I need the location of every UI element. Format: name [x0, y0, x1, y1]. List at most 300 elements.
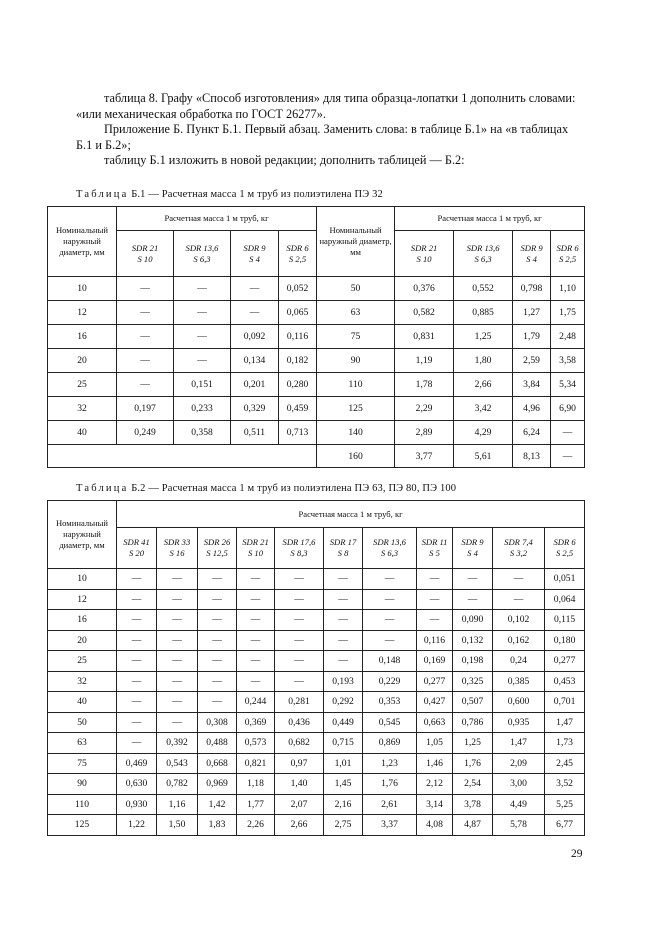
- mass-cell: 2,07: [275, 794, 324, 815]
- mass-cell: —: [551, 445, 585, 468]
- mass-cell: 2,26: [237, 815, 275, 836]
- mass-cell: —: [174, 301, 231, 325]
- s-label: S 5: [429, 548, 440, 558]
- mass-cell: —: [117, 277, 174, 301]
- diameter-cell: 20: [48, 349, 117, 373]
- table1-col-header: SDR 6 S 2,5: [279, 231, 317, 277]
- mass-cell: —: [198, 651, 237, 672]
- mass-cell: —: [174, 277, 231, 301]
- s-label: S 2,5: [555, 548, 574, 558]
- mass-cell: 1,01: [324, 753, 363, 774]
- sdr-label: SDR 21: [242, 537, 269, 547]
- mass-cell: 5,34: [551, 373, 585, 397]
- sdr-label: SDR 11: [421, 537, 448, 547]
- mass-cell: 5,78: [493, 815, 545, 836]
- diameter-cell: 32: [48, 671, 117, 692]
- table2-col-header: [363, 528, 417, 569]
- mass-cell: —: [117, 671, 157, 692]
- mass-cell: 3,58: [551, 349, 585, 373]
- mass-cell: 6,24: [513, 421, 551, 445]
- mass-cell: 0,885: [454, 301, 513, 325]
- mass-cell: 3,52: [545, 774, 585, 795]
- mass-cell: 0,469: [117, 753, 157, 774]
- mass-cell: 4,49: [493, 794, 545, 815]
- mass-cell: 0,392: [157, 733, 198, 754]
- mass-cell: —: [275, 569, 324, 590]
- diameter-cell: 12: [48, 589, 117, 610]
- mass-cell: 0,193: [324, 671, 363, 692]
- mass-cell: 0,065: [279, 301, 317, 325]
- mass-cell: 5,25: [545, 794, 585, 815]
- mass-cell: 0,353: [363, 692, 417, 713]
- mass-cell: —: [417, 569, 453, 590]
- mass-cell: 0,116: [417, 630, 453, 651]
- mass-cell: —: [275, 630, 324, 651]
- mass-cell: 1,18: [237, 774, 275, 795]
- mass-cell: —: [237, 671, 275, 692]
- table2-diam-header: Номинальный наружный диаметр, мм: [48, 501, 117, 569]
- table-b1: [47, 206, 585, 468]
- mass-cell: 0,507: [453, 692, 493, 713]
- mass-cell: 0,545: [363, 712, 417, 733]
- mass-cell: —: [117, 349, 174, 373]
- diameter-cell: 40: [48, 692, 117, 713]
- mass-cell: 2,89: [395, 421, 454, 445]
- table-row: [48, 325, 585, 349]
- mass-cell: —: [231, 301, 279, 325]
- table2-caption: [76, 483, 456, 494]
- mass-cell: 5,61: [454, 445, 513, 468]
- table2-caption-text: Б.2 — Расчетная масса 1 м труб из полиэтилена ПЭ 63, ПЭ 80, ПЭ 100: [131, 483, 457, 494]
- intro-paragraph-2: Приложение Б. Пункт Б.1. Первый абзац. Заменить слова: в таблице Б.1» на «в таблицах Б.1 и Б.2»;: [76, 122, 569, 152]
- mass-cell: —: [117, 373, 174, 397]
- mass-cell: 2,48: [551, 325, 585, 349]
- mass-cell: —: [417, 589, 453, 610]
- mass-cell: 3,42: [454, 397, 513, 421]
- diameter-cell: 90: [317, 349, 395, 373]
- mass-cell: 2,09: [493, 753, 545, 774]
- table2-col-header: [493, 528, 545, 569]
- table1-col-header: SDR 9 S 4: [513, 231, 551, 277]
- mass-cell: 1,76: [363, 774, 417, 795]
- diameter-cell: 110: [317, 373, 395, 397]
- mass-cell: 1,47: [545, 712, 585, 733]
- mass-cell: —: [157, 589, 198, 610]
- mass-cell: 2,45: [545, 753, 585, 774]
- table1-col-header: SDR 21 S 10: [395, 231, 454, 277]
- table2-col-header: [417, 528, 453, 569]
- mass-cell: 1,40: [275, 774, 324, 795]
- mass-cell: 0,090: [453, 610, 493, 631]
- mass-cell: 0,511: [231, 421, 279, 445]
- mass-cell: 0,325: [453, 671, 493, 692]
- table1-caption: [76, 189, 383, 200]
- mass-cell: —: [174, 325, 231, 349]
- mass-cell: —: [363, 610, 417, 631]
- mass-cell: 1,22: [117, 815, 157, 836]
- sdr-label: SDR 7,4: [504, 537, 533, 547]
- mass-cell: 2,29: [395, 397, 454, 421]
- mass-cell: —: [275, 610, 324, 631]
- mass-cell: 3,84: [513, 373, 551, 397]
- mass-cell: 0,453: [545, 671, 585, 692]
- sdr-label: SDR 13,6: [373, 537, 406, 547]
- mass-cell: 8,13: [513, 445, 551, 468]
- mass-cell: 0,600: [493, 692, 545, 713]
- mass-cell: 4,87: [453, 815, 493, 836]
- table1-caption-word: Таблица: [76, 189, 129, 200]
- table-row: [48, 445, 585, 468]
- diameter-cell: 25: [48, 373, 117, 397]
- mass-cell: 0,182: [279, 349, 317, 373]
- mass-cell: —: [453, 569, 493, 590]
- mass-cell: —: [117, 589, 157, 610]
- mass-cell: —: [363, 569, 417, 590]
- mass-cell: 0,277: [417, 671, 453, 692]
- table2-col-header: [275, 528, 324, 569]
- sdr-label: SDR 17: [329, 537, 357, 547]
- s-label: S 6,3: [380, 548, 399, 558]
- mass-cell: —: [237, 651, 275, 672]
- mass-cell: 0,280: [279, 373, 317, 397]
- mass-cell: 0,701: [545, 692, 585, 713]
- mass-cell: —: [237, 630, 275, 651]
- mass-cell: 0,369: [237, 712, 275, 733]
- mass-cell: —: [324, 569, 363, 590]
- empty-cell: [48, 445, 317, 468]
- mass-cell: 2,12: [417, 774, 453, 795]
- mass-cell: 1,76: [453, 753, 493, 774]
- mass-cell: 0,821: [237, 753, 275, 774]
- s-label: S 4: [467, 548, 478, 558]
- table2-col-header: [157, 528, 198, 569]
- mass-cell: —: [275, 589, 324, 610]
- mass-cell: 2,61: [363, 794, 417, 815]
- mass-cell: —: [117, 712, 157, 733]
- mass-cell: 1,50: [157, 815, 198, 836]
- mass-cell: 0,552: [454, 277, 513, 301]
- mass-cell: —: [231, 277, 279, 301]
- mass-cell: —: [324, 630, 363, 651]
- table2-col-header: [545, 528, 585, 569]
- mass-cell: —: [117, 610, 157, 631]
- diameter-cell: 50: [317, 277, 395, 301]
- mass-cell: 0,663: [417, 712, 453, 733]
- mass-cell: 1,46: [417, 753, 453, 774]
- s-label: S 8: [337, 548, 349, 558]
- mass-cell: 0,376: [395, 277, 454, 301]
- mass-cell: 0,064: [545, 589, 585, 610]
- s-label: S 12,5: [206, 548, 228, 558]
- table1-diam-header: Номинальный наружный диаметр, мм: [48, 207, 117, 277]
- mass-cell: 2,66: [454, 373, 513, 397]
- mass-cell: 0,281: [275, 692, 324, 713]
- mass-cell: 2,75: [324, 815, 363, 836]
- diameter-cell: 10: [48, 277, 117, 301]
- mass-cell: —: [157, 569, 198, 590]
- s-label: S 8,3: [290, 548, 308, 558]
- table2-col-header: [237, 528, 275, 569]
- mass-cell: —: [174, 349, 231, 373]
- table-row: [48, 651, 585, 672]
- mass-cell: —: [237, 569, 275, 590]
- mass-cell: 2,66: [275, 815, 324, 836]
- mass-cell: —: [198, 671, 237, 692]
- table-row: [48, 774, 585, 795]
- mass-cell: 0,97: [275, 753, 324, 774]
- mass-cell: —: [198, 630, 237, 651]
- table2-sdr-header-row: [48, 528, 585, 569]
- mass-cell: —: [157, 671, 198, 692]
- mass-cell: 4,29: [454, 421, 513, 445]
- mass-cell: 1,25: [454, 325, 513, 349]
- sdr-label: SDR 9: [461, 537, 484, 547]
- mass-cell: 0,249: [117, 421, 174, 445]
- mass-cell: 2,54: [453, 774, 493, 795]
- mass-cell: —: [157, 630, 198, 651]
- mass-cell: —: [363, 630, 417, 651]
- diameter-cell: 63: [48, 733, 117, 754]
- mass-cell: —: [117, 651, 157, 672]
- table-row: [48, 692, 585, 713]
- intro-paragraph-1: таблица 8. Графу «Способ изготовления» для типа образца-лопатки 1 дополнить словами: «или механическая обработка по ГОСТ 26277».: [76, 91, 576, 121]
- mass-cell: 2,59: [513, 349, 551, 373]
- mass-cell: 0,459: [279, 397, 317, 421]
- mass-cell: 0,358: [174, 421, 231, 445]
- mass-cell: —: [157, 712, 198, 733]
- mass-cell: 0,292: [324, 692, 363, 713]
- table-row: [48, 671, 585, 692]
- mass-cell: 0,102: [493, 610, 545, 631]
- table1-diam-header-right: Номинальный наружный диаметр, мм: [317, 207, 395, 277]
- table-b2: [47, 500, 585, 836]
- table2-col-header: [198, 528, 237, 569]
- table-row: [48, 373, 585, 397]
- table-row: [48, 397, 585, 421]
- mass-cell: 0,115: [545, 610, 585, 631]
- mass-cell: 1,27: [513, 301, 551, 325]
- table1-body: [48, 277, 585, 468]
- mass-cell: 3,77: [395, 445, 454, 468]
- intro-paragraph-3: таблицу Б.1 изложить в новой редакции; дополнить таблицей — Б.2:: [104, 153, 465, 167]
- mass-cell: —: [157, 651, 198, 672]
- mass-cell: 0,573: [237, 733, 275, 754]
- table-row: [48, 794, 585, 815]
- mass-cell: —: [417, 610, 453, 631]
- diameter-cell: 140: [317, 421, 395, 445]
- diameter-cell: 90: [48, 774, 117, 795]
- mass-cell: 3,00: [493, 774, 545, 795]
- mass-cell: 0,329: [231, 397, 279, 421]
- mass-cell: —: [198, 589, 237, 610]
- sdr-label: SDR 26: [203, 537, 231, 547]
- mass-cell: —: [453, 589, 493, 610]
- mass-cell: 0,385: [493, 671, 545, 692]
- mass-cell: 0,449: [324, 712, 363, 733]
- mass-cell: 0,244: [237, 692, 275, 713]
- mass-cell: 0,229: [363, 671, 417, 692]
- mass-cell: 3,14: [417, 794, 453, 815]
- mass-cell: 1,10: [551, 277, 585, 301]
- mass-cell: 1,45: [324, 774, 363, 795]
- mass-cell: 3,37: [363, 815, 417, 836]
- table-row: [48, 712, 585, 733]
- mass-cell: 1,16: [157, 794, 198, 815]
- mass-cell: —: [237, 589, 275, 610]
- mass-cell: 0,180: [545, 630, 585, 651]
- mass-cell: 2,16: [324, 794, 363, 815]
- table1-col-header: SDR 21 S 10: [117, 231, 174, 277]
- mass-cell: 0,277: [545, 651, 585, 672]
- diameter-cell: 63: [317, 301, 395, 325]
- table2-mass-header: Расчетная масса 1 м труб, кг: [117, 501, 585, 528]
- mass-cell: —: [198, 569, 237, 590]
- table-row: [48, 421, 585, 445]
- diameter-cell: 16: [48, 325, 117, 349]
- mass-cell: 0,488: [198, 733, 237, 754]
- mass-cell: 1,79: [513, 325, 551, 349]
- mass-cell: 0,169: [417, 651, 453, 672]
- diameter-cell: 40: [48, 421, 117, 445]
- table-row: [48, 569, 585, 590]
- mass-cell: 0,201: [231, 373, 279, 397]
- diameter-cell: 110: [48, 794, 117, 815]
- sdr-label: SDR 6: [553, 537, 576, 547]
- table1-col-header: SDR 13,6 S 6,3: [174, 231, 231, 277]
- mass-cell: 0,052: [279, 277, 317, 301]
- mass-cell: —: [275, 671, 324, 692]
- table-row: [48, 630, 585, 651]
- mass-cell: —: [551, 421, 585, 445]
- mass-cell: 0,713: [279, 421, 317, 445]
- table-row: [48, 610, 585, 631]
- mass-cell: 3,78: [453, 794, 493, 815]
- mass-cell: 0,197: [117, 397, 174, 421]
- mass-cell: —: [198, 610, 237, 631]
- mass-cell: 0,051: [545, 569, 585, 590]
- mass-cell: 4,08: [417, 815, 453, 836]
- mass-cell: 0,969: [198, 774, 237, 795]
- mass-cell: 0,786: [453, 712, 493, 733]
- mass-cell: 1,78: [395, 373, 454, 397]
- table1-col-header: SDR 9 S 4: [231, 231, 279, 277]
- mass-cell: —: [198, 692, 237, 713]
- table2-caption-word: Таблица: [76, 483, 129, 494]
- mass-cell: —: [493, 589, 545, 610]
- mass-cell: 0,682: [275, 733, 324, 754]
- table-row: [48, 733, 585, 754]
- mass-cell: 0,782: [157, 774, 198, 795]
- mass-cell: 0,869: [363, 733, 417, 754]
- table1-mass-header: Расчетная масса 1 м труб, кг: [117, 207, 317, 231]
- mass-cell: 6,90: [551, 397, 585, 421]
- sdr-label: SDR 41: [123, 537, 150, 547]
- table1-col-header: SDR 13,6 S 6,3: [454, 231, 513, 277]
- mass-cell: 0,630: [117, 774, 157, 795]
- mass-cell: 0,151: [174, 373, 231, 397]
- mass-cell: 0,436: [275, 712, 324, 733]
- mass-cell: 1,25: [453, 733, 493, 754]
- table1-mass-header-right: Расчетная масса 1 м труб, кг: [395, 207, 585, 231]
- table2-col-header: [453, 528, 493, 569]
- page-number: 29: [571, 848, 583, 860]
- mass-cell: 1,83: [198, 815, 237, 836]
- diameter-cell: 16: [48, 610, 117, 631]
- mass-cell: 0,132: [453, 630, 493, 651]
- mass-cell: 0,543: [157, 753, 198, 774]
- mass-cell: 0,582: [395, 301, 454, 325]
- table-row: [48, 349, 585, 373]
- mass-cell: 4,96: [513, 397, 551, 421]
- mass-cell: 0,668: [198, 753, 237, 774]
- mass-cell: —: [237, 610, 275, 631]
- mass-cell: 0,233: [174, 397, 231, 421]
- mass-cell: —: [117, 325, 174, 349]
- table1-col-header: SDR 6 S 2,5: [551, 231, 585, 277]
- mass-cell: —: [275, 651, 324, 672]
- mass-cell: —: [324, 589, 363, 610]
- mass-cell: 0,715: [324, 733, 363, 754]
- mass-cell: —: [117, 569, 157, 590]
- mass-cell: 6,77: [545, 815, 585, 836]
- mass-cell: 0,427: [417, 692, 453, 713]
- mass-cell: —: [117, 301, 174, 325]
- diameter-cell: 75: [317, 325, 395, 349]
- table-row: [48, 301, 585, 325]
- mass-cell: 0,198: [453, 651, 493, 672]
- table2-body: [48, 569, 585, 836]
- diameter-cell: 160: [317, 445, 395, 468]
- mass-cell: —: [493, 569, 545, 590]
- mass-cell: 0,092: [231, 325, 279, 349]
- table-row: [48, 815, 585, 836]
- mass-cell: 1,73: [545, 733, 585, 754]
- table-row: [48, 277, 585, 301]
- mass-cell: 1,05: [417, 733, 453, 754]
- mass-cell: 0,148: [363, 651, 417, 672]
- mass-cell: 1,47: [493, 733, 545, 754]
- diameter-cell: 32: [48, 397, 117, 421]
- mass-cell: —: [157, 610, 198, 631]
- mass-cell: 0,116: [279, 325, 317, 349]
- table-row: [48, 753, 585, 774]
- mass-cell: 1,77: [237, 794, 275, 815]
- sdr-label: SDR 17,6: [282, 537, 316, 547]
- diameter-cell: 125: [48, 815, 117, 836]
- mass-cell: 1,75: [551, 301, 585, 325]
- mass-cell: 0,831: [395, 325, 454, 349]
- table2-col-header: [324, 528, 363, 569]
- table2-col-header: [117, 528, 157, 569]
- s-label: S 10: [247, 548, 264, 558]
- diameter-cell: 75: [48, 753, 117, 774]
- s-label: S 16: [169, 548, 185, 558]
- s-label: S 20: [128, 548, 145, 558]
- mass-cell: 0,134: [231, 349, 279, 373]
- mass-cell: —: [324, 610, 363, 631]
- diameter-cell: 10: [48, 569, 117, 590]
- mass-cell: 0,798: [513, 277, 551, 301]
- mass-cell: —: [117, 692, 157, 713]
- diameter-cell: 25: [48, 651, 117, 672]
- diameter-cell: 50: [48, 712, 117, 733]
- mass-cell: —: [324, 651, 363, 672]
- mass-cell: 0,930: [117, 794, 157, 815]
- mass-cell: 1,19: [395, 349, 454, 373]
- mass-cell: —: [117, 630, 157, 651]
- diameter-cell: 125: [317, 397, 395, 421]
- intro-text: [76, 91, 586, 169]
